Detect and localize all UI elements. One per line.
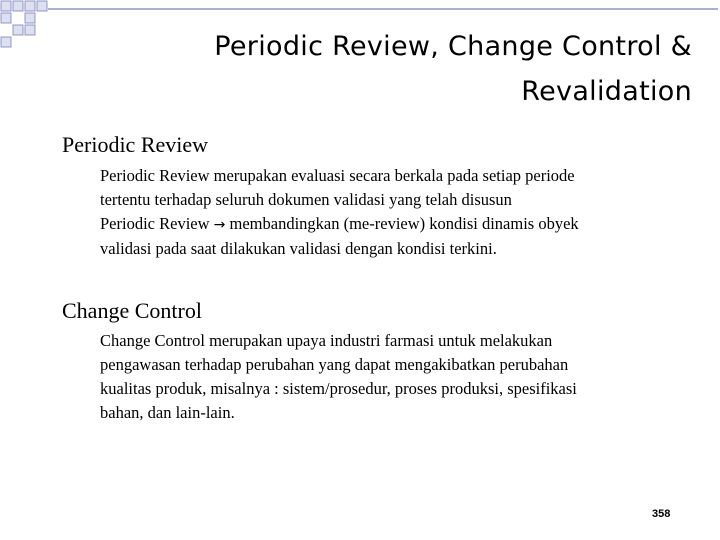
bullet-prefix: Periodic Review (100, 214, 210, 233)
bullet-line: bahan, dan lain-lain. (100, 403, 235, 422)
deco-square (37, 1, 47, 11)
bullet-definition (100, 164, 700, 212)
deco-square (25, 13, 35, 23)
deco-square (25, 1, 35, 11)
section-periodic-review (62, 131, 702, 261)
bullet-line: pengawasan terhadap perubahan yang dapat mengakibatkan perubahan (100, 355, 569, 374)
bullet-comparison (100, 212, 700, 261)
section-heading: Change Control (62, 298, 202, 323)
slide-title (92, 24, 692, 114)
bullet-line: Change Control merupakan upaya industri farmasi untuk melakukan (100, 331, 553, 350)
deco-square (13, 25, 23, 35)
deco-square (13, 1, 23, 11)
section-change-control (62, 297, 702, 425)
slide-title-line-2: Revalidation (521, 76, 692, 107)
decorative-squares (1, 1, 47, 47)
deco-square (1, 1, 11, 11)
right-arrow-icon: → (213, 217, 226, 233)
page-number: 358 (652, 508, 671, 520)
bullet-definition (100, 329, 700, 425)
deco-square (1, 37, 11, 47)
bullet-line: kualitas produk, misalnya : sistem/prosedur, proses produksi, spesifikasi (100, 379, 577, 398)
bullet-line: Periodic Review merupakan evaluasi secara berkala pada setiap periode (100, 166, 575, 185)
section-heading: Periodic Review (62, 132, 209, 157)
deco-square (1, 13, 11, 23)
bullet-line: validasi pada saat dilakukan validasi dengan kondisi terkini. (100, 239, 497, 258)
bullet-line: membandingkan (me-review) kondisi dinamis obyek (229, 214, 579, 233)
deco-square (25, 25, 35, 35)
slide-title-line-1: Periodic Review, Change Control & (214, 31, 692, 62)
bullet-line: tertentu terhadap seluruh dokumen validasi yang telah disusun (100, 190, 512, 209)
